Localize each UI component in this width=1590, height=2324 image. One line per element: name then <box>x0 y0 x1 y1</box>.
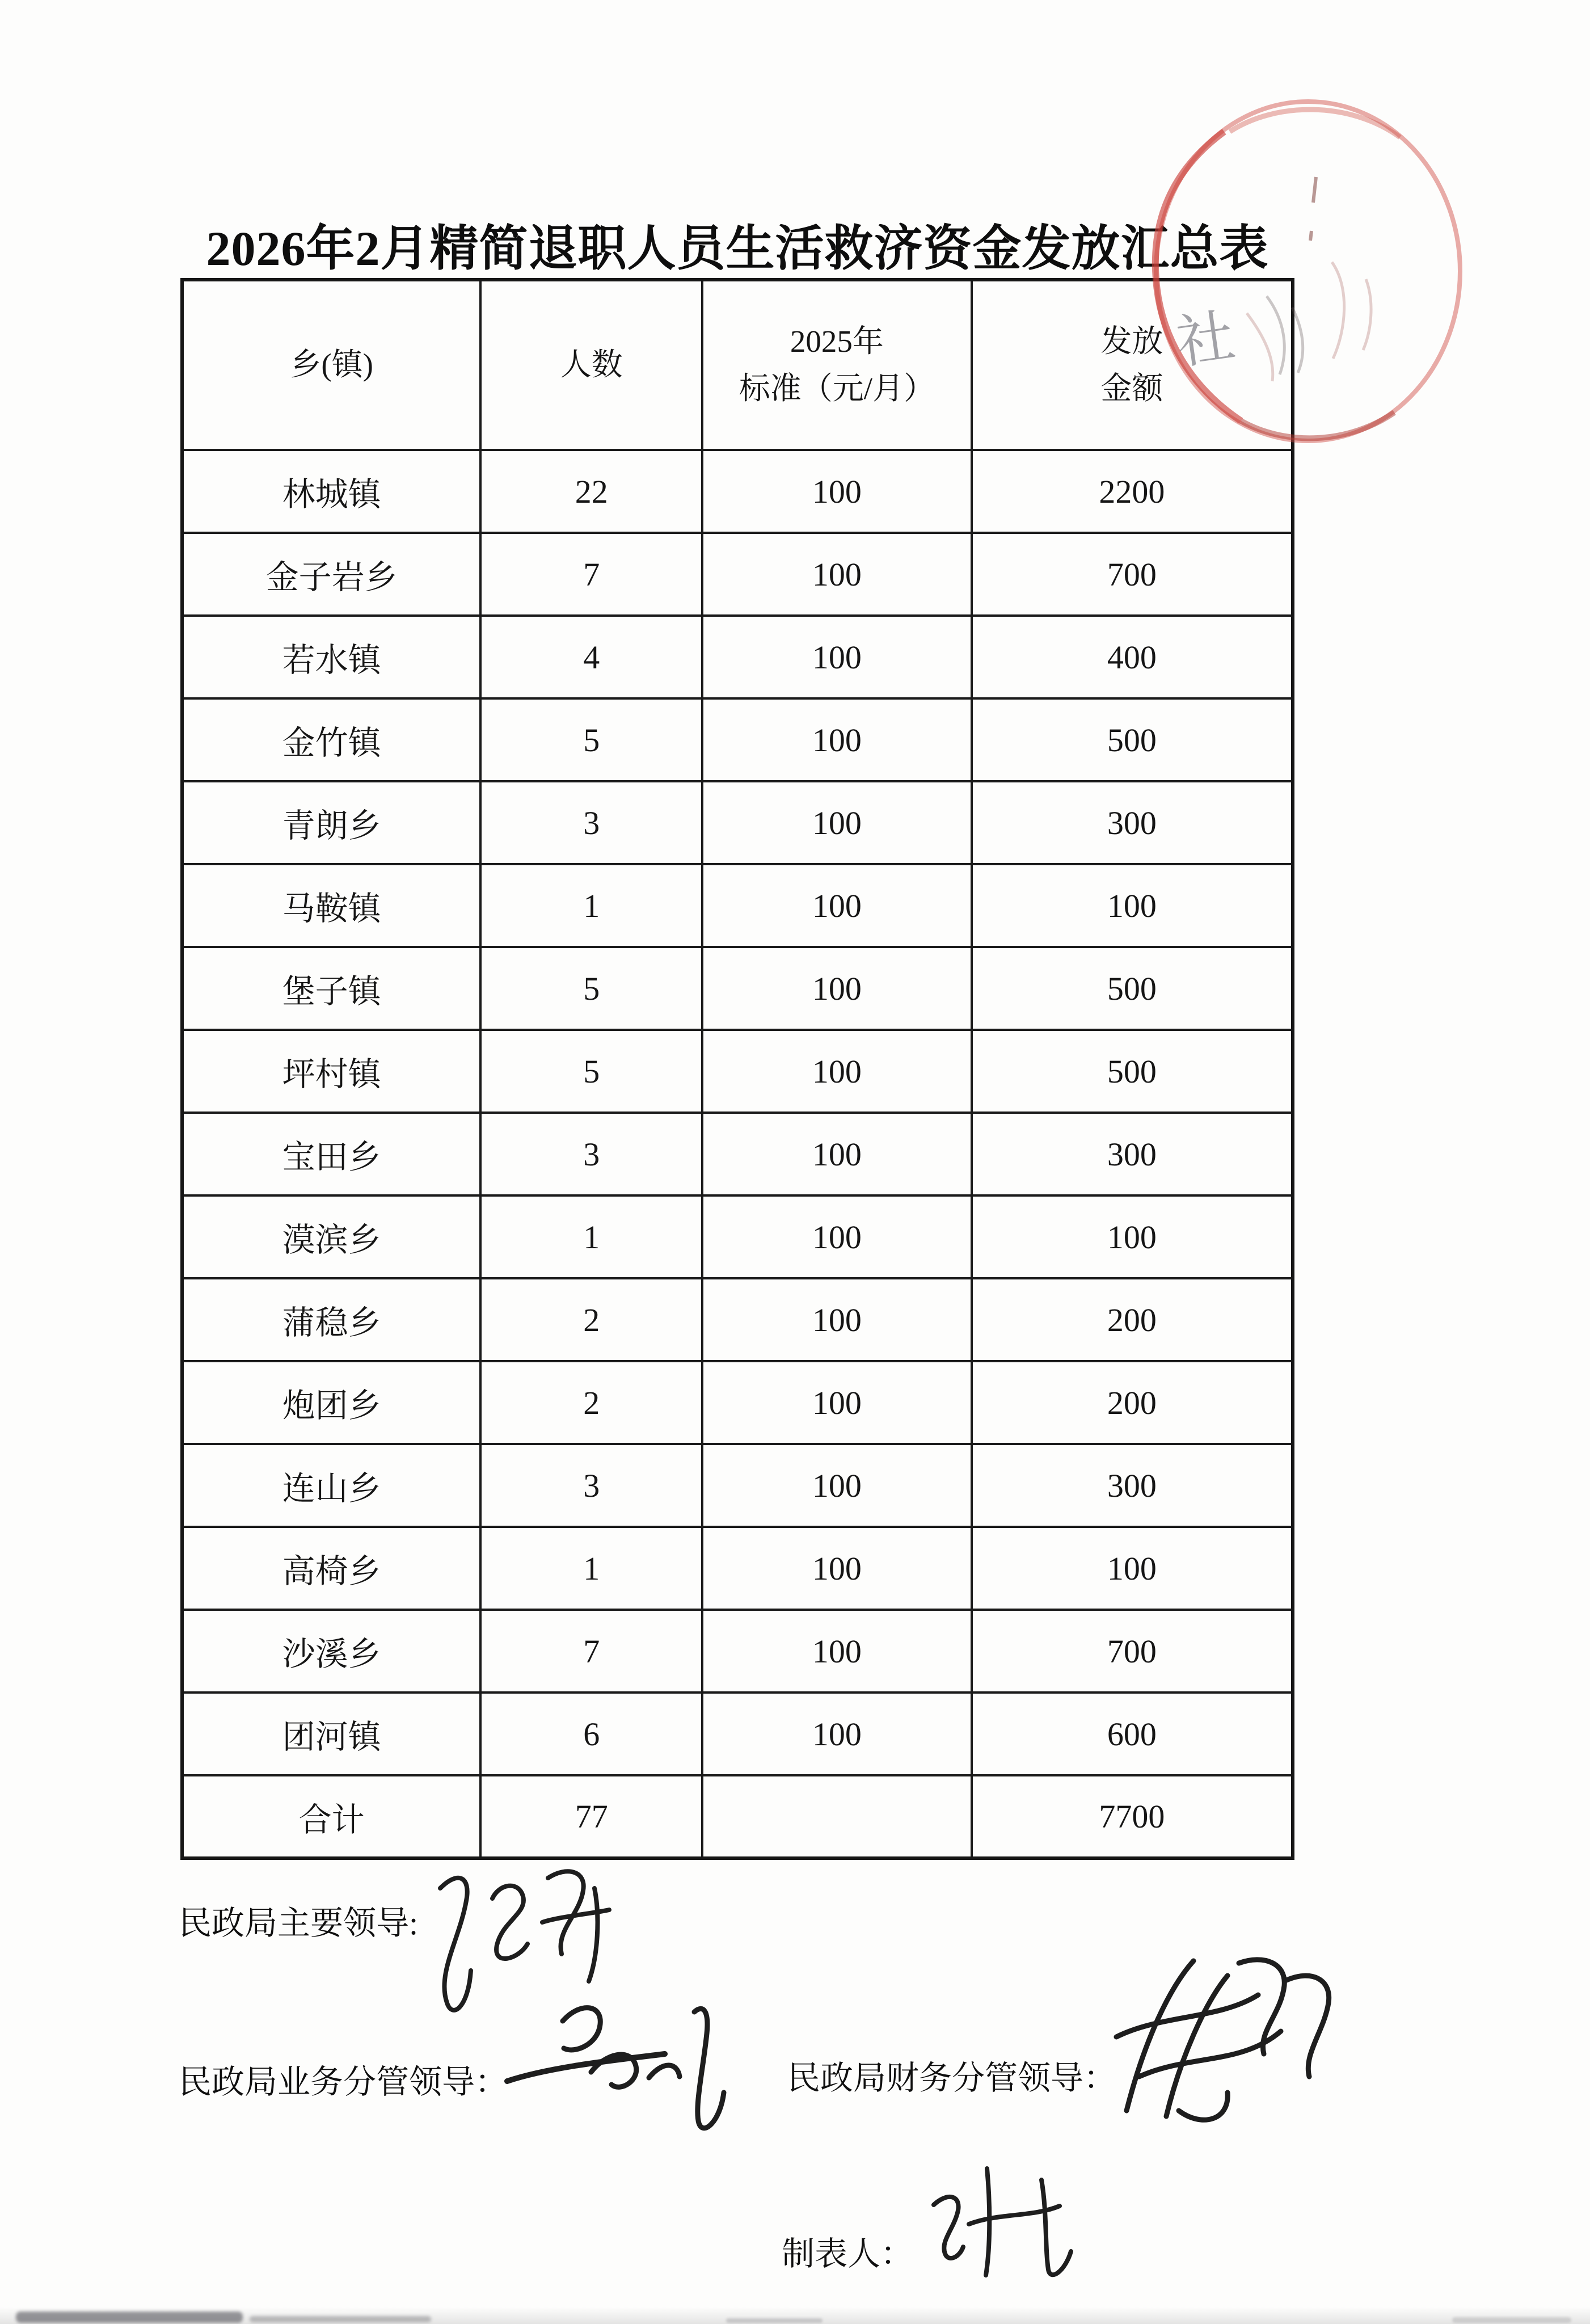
table-row <box>182 533 1293 616</box>
count-cell: 22 <box>480 450 702 533</box>
amount-cell: 500 <box>972 698 1293 781</box>
township-cell: 蒲稳乡 <box>182 1278 480 1361</box>
header-standard-line1: 2025年 <box>790 324 884 359</box>
scan-smudge-center <box>726 2318 823 2323</box>
table-row <box>182 1195 1293 1278</box>
standard-cell: 100 <box>702 450 972 533</box>
scan-smudge-left <box>16 2312 243 2323</box>
header-row <box>182 280 1293 450</box>
count-cell: 5 <box>480 947 702 1030</box>
stamp-faint-scribble-3 <box>1247 313 1273 381</box>
count-cell: 2 <box>480 1278 702 1361</box>
table-row <box>182 1444 1293 1527</box>
stamp-faint-scribble-2 <box>1332 262 1371 359</box>
standard-cell: 100 <box>702 1278 972 1361</box>
amount-cell: 700 <box>972 533 1293 616</box>
preparer-label: 制表人： <box>782 2235 914 2272</box>
scan-smudge-right <box>1452 2317 1571 2323</box>
township-cell: 团河镇 <box>182 1693 480 1775</box>
finance-leader-signature <box>1094 1940 1366 2133</box>
count-cell: 4 <box>480 616 702 698</box>
standard-cell: 100 <box>702 698 972 781</box>
township-cell: 漠滨乡 <box>182 1195 480 1278</box>
table-row <box>182 1361 1293 1444</box>
table-row <box>182 947 1293 1030</box>
stamp-left-arc <box>1155 132 1241 421</box>
township-cell: 连山乡 <box>182 1444 480 1527</box>
table-row <box>182 1278 1293 1361</box>
header-township: 乡(镇) <box>182 280 480 450</box>
count-cell: 3 <box>480 1444 702 1527</box>
township-cell: 宝田乡 <box>182 1113 480 1195</box>
amount-cell: 300 <box>972 1444 1293 1527</box>
township-cell: 金子岩乡 <box>182 533 480 616</box>
table-row <box>182 1693 1293 1775</box>
table-row <box>182 616 1293 698</box>
count-cell: 3 <box>480 1113 702 1195</box>
header-standard <box>702 280 972 450</box>
township-cell: 金竹镇 <box>182 698 480 781</box>
standard-cell: 100 <box>702 1361 972 1444</box>
count-cell: 1 <box>480 1527 702 1610</box>
standard-cell: 100 <box>702 616 972 698</box>
count-cell: 1 <box>480 864 702 947</box>
standard-cell: 100 <box>702 1195 972 1278</box>
amount-cell: 700 <box>972 1610 1293 1693</box>
township-cell: 沙溪乡 <box>182 1610 480 1693</box>
amount-cell: 200 <box>972 1361 1293 1444</box>
amount-cell: 300 <box>972 781 1293 864</box>
amount-cell: 300 <box>972 1113 1293 1195</box>
township-cell: 炮团乡 <box>182 1361 480 1444</box>
header-standard-line2: 标准（元/月） <box>739 371 935 406</box>
main-leader-label: 民政局主要领导: <box>179 1905 419 1942</box>
amount-cell: 100 <box>972 864 1293 947</box>
amount-cell: 2200 <box>972 450 1293 533</box>
standard-cell: 100 <box>702 1693 972 1775</box>
amount-cell: 500 <box>972 1030 1293 1113</box>
scan-smudge-left2 <box>250 2316 431 2322</box>
header-amount-line2: 金额 <box>1100 371 1163 406</box>
table-row <box>182 450 1293 533</box>
table-row <box>182 1030 1293 1113</box>
standard-cell <box>702 1775 972 1858</box>
header-amount-line1: 发放 <box>1100 324 1163 359</box>
township-cell: 青朗乡 <box>182 781 480 864</box>
standard-cell: 100 <box>702 533 972 616</box>
preparer-signature <box>908 2156 1112 2292</box>
township-cell: 马鞍镇 <box>182 864 480 947</box>
table-row <box>182 698 1293 781</box>
township-cell: 高椅乡 <box>182 1527 480 1610</box>
table-row <box>182 1610 1293 1693</box>
amount-cell: 600 <box>972 1693 1293 1775</box>
standard-cell: 100 <box>702 781 972 864</box>
amount-cell: 100 <box>972 1527 1293 1610</box>
table-row <box>182 864 1293 947</box>
amount-cell: 500 <box>972 947 1293 1030</box>
count-cell: 7 <box>480 1610 702 1693</box>
stamp-exclamation-mark <box>1310 177 1316 241</box>
count-cell: 5 <box>480 698 702 781</box>
table-row <box>182 1527 1293 1610</box>
count-cell: 1 <box>480 1195 702 1278</box>
township-cell: 若水镇 <box>182 616 480 698</box>
amount-cell: 400 <box>972 616 1293 698</box>
amount-cell: 100 <box>972 1195 1293 1278</box>
table-body <box>182 450 1293 1858</box>
standard-cell: 100 <box>702 947 972 1030</box>
standard-cell: 100 <box>702 864 972 947</box>
total-row <box>182 1775 1293 1858</box>
table-row <box>182 1113 1293 1195</box>
count-cell: 7 <box>480 533 702 616</box>
township-cell: 林城镇 <box>182 450 480 533</box>
township-cell: 坪村镇 <box>182 1030 480 1113</box>
red-stamp <box>1145 92 1471 452</box>
amount-cell: 7700 <box>972 1775 1293 1858</box>
township-cell: 合计 <box>182 1775 480 1858</box>
standard-cell: 100 <box>702 1610 972 1693</box>
count-cell: 77 <box>480 1775 702 1858</box>
count-cell: 3 <box>480 781 702 864</box>
business-leader-label: 民政局业务分管领导： <box>179 2064 508 2100</box>
page-title: 2026年2月精简退职人员生活救济资金发放汇总表 <box>206 221 1269 276</box>
finance-leader-label: 民政局财务分管领导： <box>787 2060 1117 2096</box>
township-cell: 堡子镇 <box>182 947 480 1030</box>
table-row <box>182 781 1293 864</box>
count-cell: 5 <box>480 1030 702 1113</box>
header-count: 人数 <box>480 280 702 450</box>
standard-cell: 100 <box>702 1527 972 1610</box>
standard-cell: 100 <box>702 1113 972 1195</box>
standard-cell: 100 <box>702 1030 972 1113</box>
summary-table <box>180 278 1294 1860</box>
count-cell: 6 <box>480 1693 702 1775</box>
count-cell: 2 <box>480 1361 702 1444</box>
stamp-faint-character: 社 <box>1173 304 1239 376</box>
amount-cell: 200 <box>972 1278 1293 1361</box>
standard-cell: 100 <box>702 1444 972 1527</box>
business-leader-signature <box>495 1981 761 2152</box>
